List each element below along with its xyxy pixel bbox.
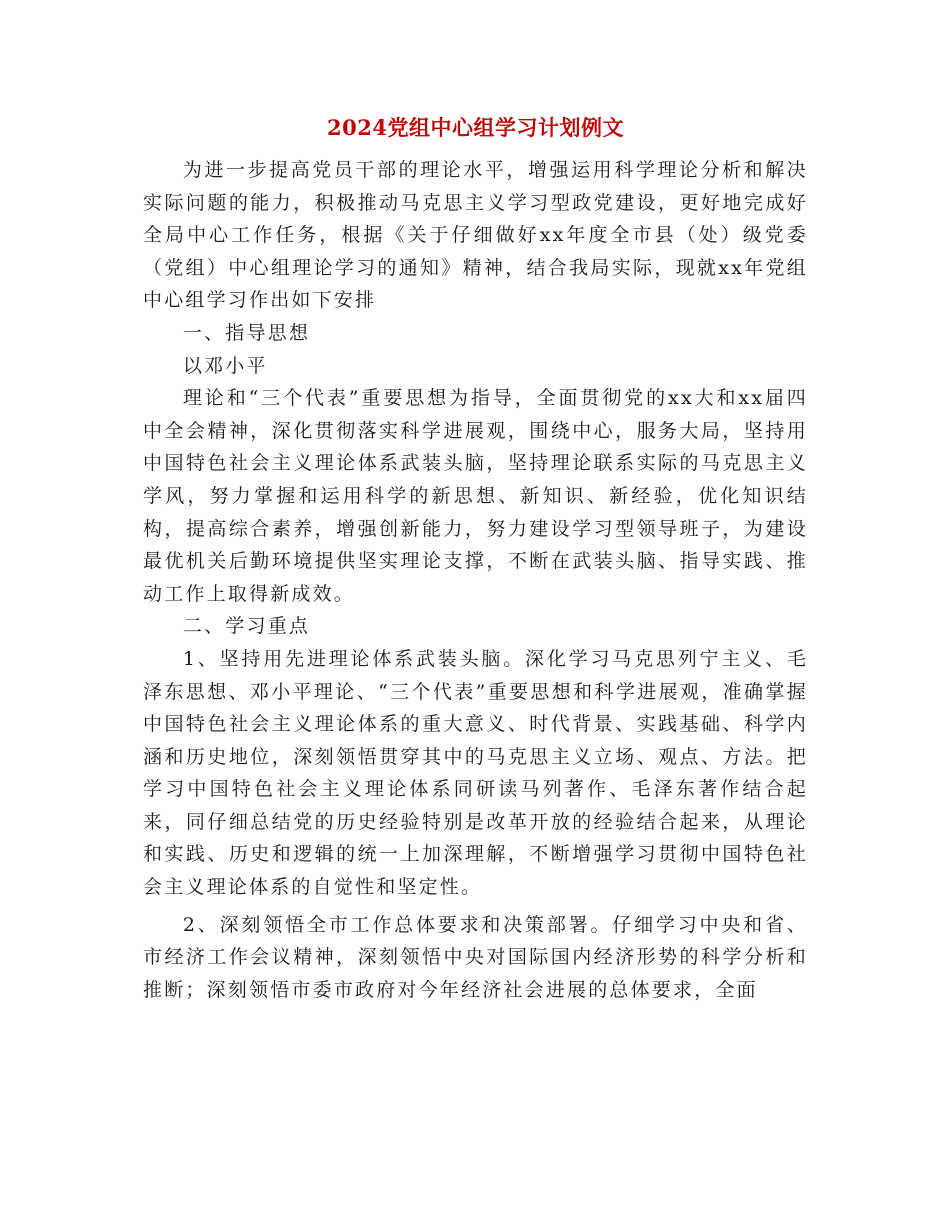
intro-paragraph: 为进一步提高党员干部的理论水平，增强运用科学理论分析和解决实际问题的能力，积极推动马克思主义学习型政党建设，更好地完成好全局中心工作任务，根据《关于仔细做好xx年度全市县（处）级党委（党组）中心组理论学习的通知》精神，结合我局实际，现就xx年党组中心组学习作出如下安排 (143, 159, 808, 312)
study-focus-item-2: 2、深刻领悟全市工作总体要求和决策部署。仔细学习中央和省、市经济工作会议精神，深刻领悟中央对国际国内经济形势的科学分析和推断；深刻领悟市委市政府对今年经济社会进展的总体要求，全面 (143, 913, 808, 1001)
guiding-ideology-paragraph: 理论和“三个代表”重要思想为指导，全面贯彻党的xx大和xx届四中全会精神，深化贯彻落实科学进展观，围绕中心，服务大局，坚持用中国特色社会主义理论体系武装头脑，坚持理论联系实际的马克思主义学风，努力掌握和运用科学的新思想、新知识、新经验，优化知识结构，提高综合素养，增强创新能力，努力建设学习型领导班子，为建设最优机关后勤环境提供坚实理论支撑，不断在武装头脑、指导实践、推动工作上取得新成效。 (143, 387, 808, 605)
study-focus-item-1: 1、坚持用先进理论体系武装头脑。深化学习马克思列宁主义、毛泽东思想、邓小平理论、“三个代表”重要思想和科学进展观，准确掌握中国特色社会主义理论体系的重大意义、时代背景、实践基础、科学内涵和历史地位，深刻领悟贯穿其中的马克思主义立场、观点、方法。把学习中国特色社会主义理论体系同研读马列著作、毛泽东著作结合起来，同仔细总结党的历史经验特别是改革开放的经验结合起来，从理论和实践、历史和逻辑的统一上加深理解，不断增强学习贯彻中国特色社会主义理论体系的自觉性和坚定性。 (143, 647, 808, 899)
section-heading-study-focus: 二、学习重点 (182, 615, 311, 638)
document-title: 2024党组中心组学习计划例文 (327, 115, 624, 140)
document-page (143, 111, 808, 1006)
paragraph-fragment: 以邓小平 (182, 354, 268, 377)
section-heading-guiding-ideology: 一、指导思想 (182, 321, 311, 344)
